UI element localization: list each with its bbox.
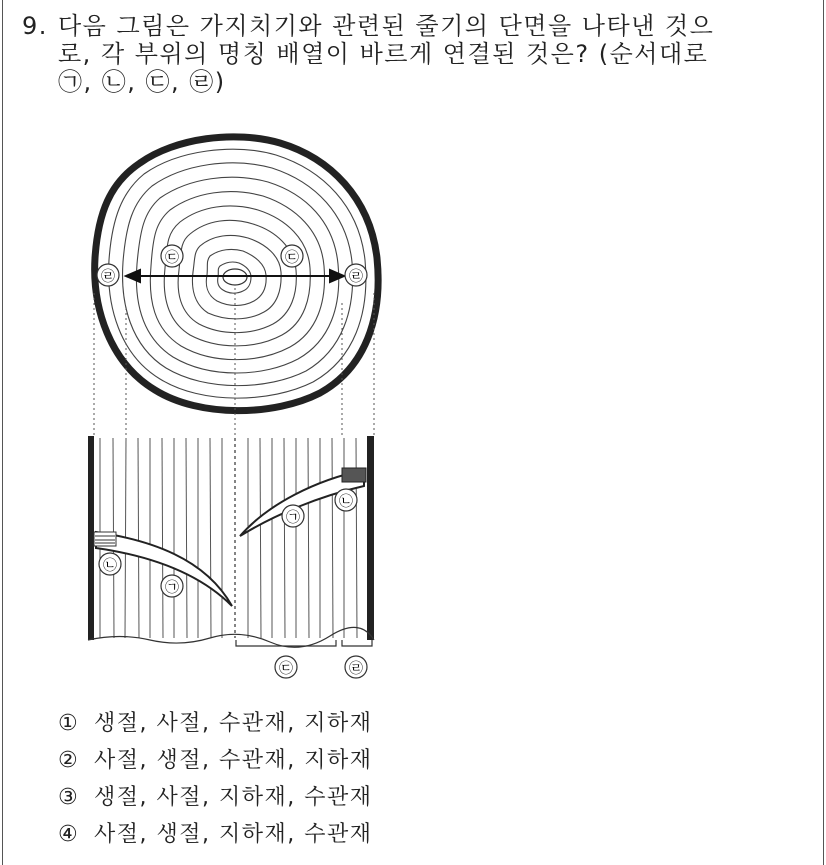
label-c-bottom (275, 656, 297, 678)
stem-cross-section-figure (80, 128, 390, 698)
question-number: 9. (22, 12, 48, 40)
question-line-3: ㉠, ㉡, ㉢, ㉣) (58, 68, 226, 96)
question-stem-1: 다음 그림은 가지치기와 관련된 줄기의 단면을 나타낸 것으 (58, 12, 715, 40)
choice-1-text: 생절, 사절, 수관재, 지하재 (94, 711, 373, 736)
label-d-right (345, 264, 367, 286)
svg-text:㉣: ㉣ (349, 269, 363, 285)
choice-2-mark: ② (58, 748, 80, 773)
svg-text:㉣: ㉣ (349, 661, 363, 677)
choice-3-text: 생절, 사절, 지하재, 수관재 (94, 785, 373, 810)
choice-2-text: 사절, 생절, 수관재, 지하재 (94, 748, 373, 773)
question-line-2: 로, 각 부위의 명칭 배열이 바르게 연결된 것은? (순서대로 (58, 40, 709, 68)
label-c-left (161, 245, 183, 267)
choice-3-mark: ③ (58, 785, 80, 810)
choice-4-text: 사절, 생절, 지하재, 수관재 (94, 822, 373, 847)
label-a-right (282, 505, 304, 527)
label-c-right (281, 245, 303, 267)
question-line-1 (22, 12, 802, 40)
label-d-bottom (345, 656, 367, 678)
label-a-left (161, 575, 183, 597)
answer-choices (58, 708, 372, 856)
svg-text:㉢: ㉢ (285, 250, 299, 266)
question-text (22, 12, 802, 96)
svg-text:㉢: ㉢ (165, 250, 179, 266)
svg-text:㉢: ㉢ (279, 661, 293, 677)
svg-text:㉡: ㉡ (103, 558, 117, 574)
label-b-right (335, 489, 357, 511)
log-cross-section (95, 137, 378, 411)
longitudinal-section (88, 436, 374, 647)
svg-text:㉣: ㉣ (101, 269, 115, 285)
svg-text:㉡: ㉡ (339, 494, 353, 510)
choice-4[interactable] (58, 819, 372, 856)
bottom-brackets (236, 640, 372, 646)
choice-1-mark: ① (58, 711, 80, 736)
choice-3[interactable] (58, 782, 372, 819)
choice-4-mark: ④ (58, 822, 80, 847)
choice-1[interactable] (58, 708, 372, 745)
svg-text:㉠: ㉠ (165, 580, 179, 596)
label-b-left (99, 553, 121, 575)
svg-text:㉠: ㉠ (286, 510, 300, 526)
choice-2[interactable] (58, 745, 372, 782)
label-d-left (97, 264, 119, 286)
